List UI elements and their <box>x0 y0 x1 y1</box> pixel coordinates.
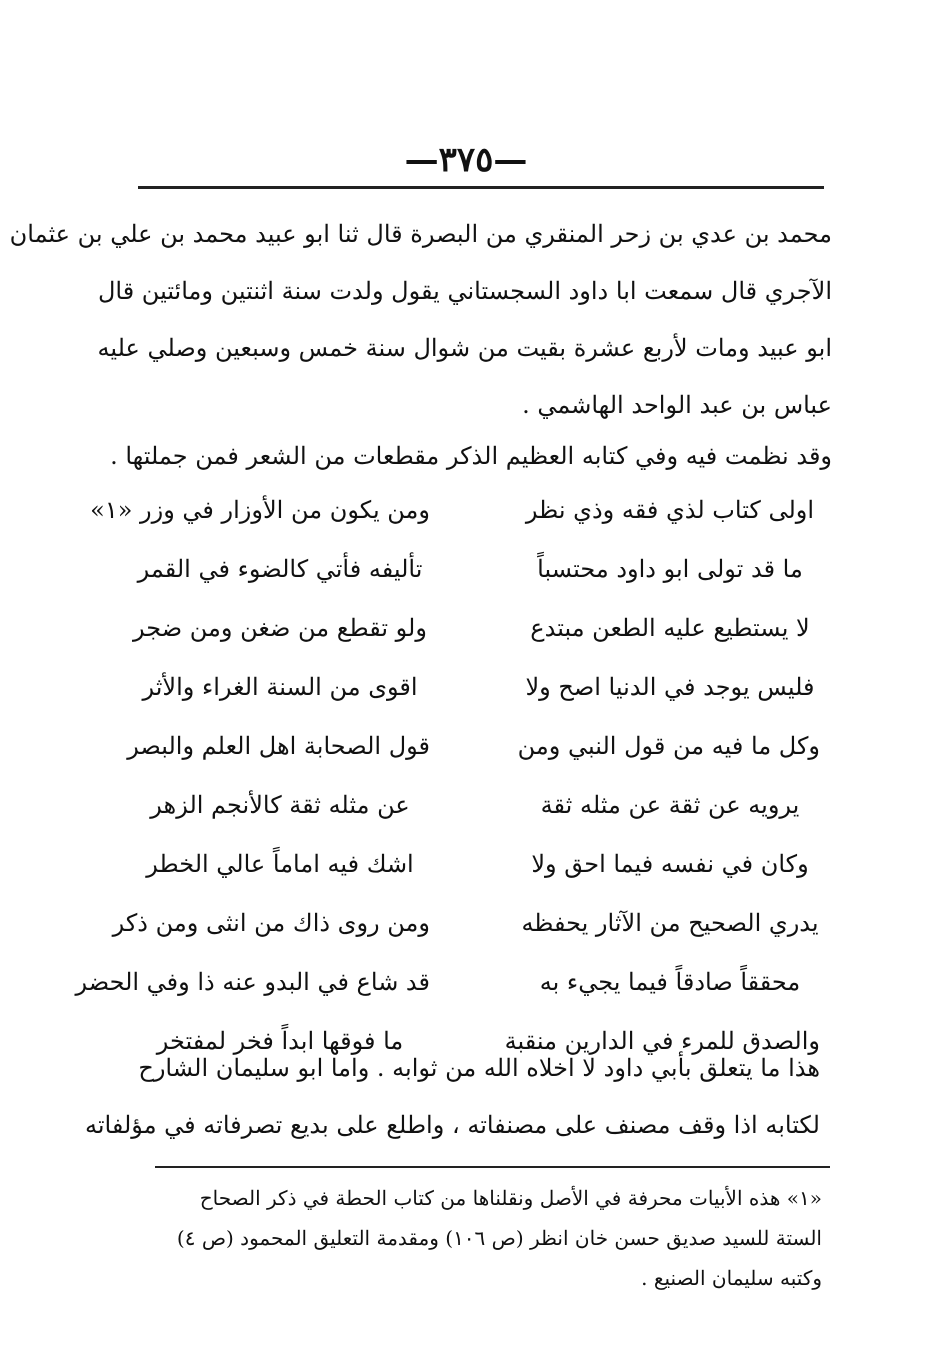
poem-verse <box>75 952 820 1011</box>
hemistich-second: اشك فيه اماماً عالي الخطر <box>146 849 414 878</box>
text-line: عباس بن عبد الواحد الهاشمي . <box>522 391 832 419</box>
footnote-line: وكتبه سليمان الصنيع . <box>641 1266 822 1290</box>
poem-verse <box>90 480 820 539</box>
footnote-line: «١» هذه الأبيات محرفة في الأصل ونقلناها من كتاب الحطة في ذكر الصحاح <box>199 1186 822 1210</box>
hemistich-second: ما فوقها ابداً فخر لمفتخر <box>156 1026 404 1055</box>
footnote <box>132 1178 822 1298</box>
text-line: وقد نظمت فيه وفي كتابه العظيم الذكر مقطعات من الشعر فمن جملتها . <box>110 442 832 470</box>
hemistich-first: فليس يوجد في الدنيا اصح ولا <box>525 672 815 701</box>
hemistich-second: ومن يكون من الأوزار في وزر «١» <box>90 495 430 524</box>
hemistich-second: ولو تقطع من ضغن ومن ضجر <box>133 613 427 642</box>
footnote-rule <box>155 1166 830 1168</box>
hemistich-second: تأليفه فأتي كالضوء في القمر <box>137 554 423 583</box>
text-line: الآجري قال سمعت ابا داود السجستاني يقول ولدت سنة اثنتين ومائتين قال <box>97 277 832 305</box>
poem <box>75 480 820 1070</box>
hemistich-first: وكان في نفسه فيما احق ولا <box>531 849 809 878</box>
hemistich-second: ومن روى ذاك من انثى ومن ذكر <box>112 908 430 937</box>
hemistich-first: يرويه عن ثقة عن مثله ثقة <box>540 790 800 819</box>
paragraph-3 <box>84 1040 820 1154</box>
hemistich-second: عن مثله ثقة كالأنجم الزهر <box>150 790 410 819</box>
hemistich-second: قد شاع في البدو عنه ذا وفي الحضر <box>75 967 430 996</box>
text-line: هذا ما يتعلق بأبي داود لا اخلاه الله من ثوابه . واما ابو سليمان الشارح <box>138 1054 820 1082</box>
poem-verse <box>112 893 820 952</box>
hemistich-first: والصدق للمرء في الدارين منقبة <box>504 1026 820 1055</box>
text-line: ابو عبيد ومات لأربع عشرة بقيت من شوال سنة خمس وسبعين وصلي عليه <box>97 334 832 362</box>
poem-verse <box>130 657 820 716</box>
footnote-line: الستة للسيد صديق حسن خان انظر (ص ١٠٦) ومقدمة التعليق المحمود (ص ٤) <box>176 1226 822 1250</box>
poem-verse <box>127 716 820 775</box>
hemistich-first: يدري الصحيح من الآثار يحفظه <box>521 908 819 937</box>
text-line: محمد بن عدي بن زحر المنقري من البصرة قال ثنا ابو عبيد محمد بن علي بن عثمان <box>9 220 832 248</box>
hemistich-second: قول الصحابة اهل العلم والبصر <box>127 731 430 760</box>
poem-verse <box>130 775 820 834</box>
hemistich-first: اولى كتاب لذي فقه وذي نظر <box>525 495 815 524</box>
paragraph-1 <box>9 206 832 434</box>
header-rule <box>138 186 824 189</box>
hemistich-first: وكل ما فيه من قول النبي ومن <box>517 731 820 760</box>
text-line: لكتابه اذا وقف مصنف على مصنفاته ، واطلع على بديع تصرفاته في مؤلفاته <box>84 1111 820 1139</box>
hemistich-first: لا يستطيع عليه الطعن مبتدع <box>530 613 810 642</box>
hemistich-second: اقوى من السنة الغراء والأثر <box>142 672 418 701</box>
poem-verse <box>130 834 820 893</box>
hemistich-first: ما قد تولى ابو داود محتسباً <box>537 554 803 583</box>
page-number: —٣٧٥— <box>404 140 528 180</box>
poem-verse <box>130 598 820 657</box>
poem-verse <box>130 539 820 598</box>
hemistich-first: محققاً صادقاً فيما يجيء به <box>539 967 801 996</box>
paragraph-2 <box>110 428 832 485</box>
